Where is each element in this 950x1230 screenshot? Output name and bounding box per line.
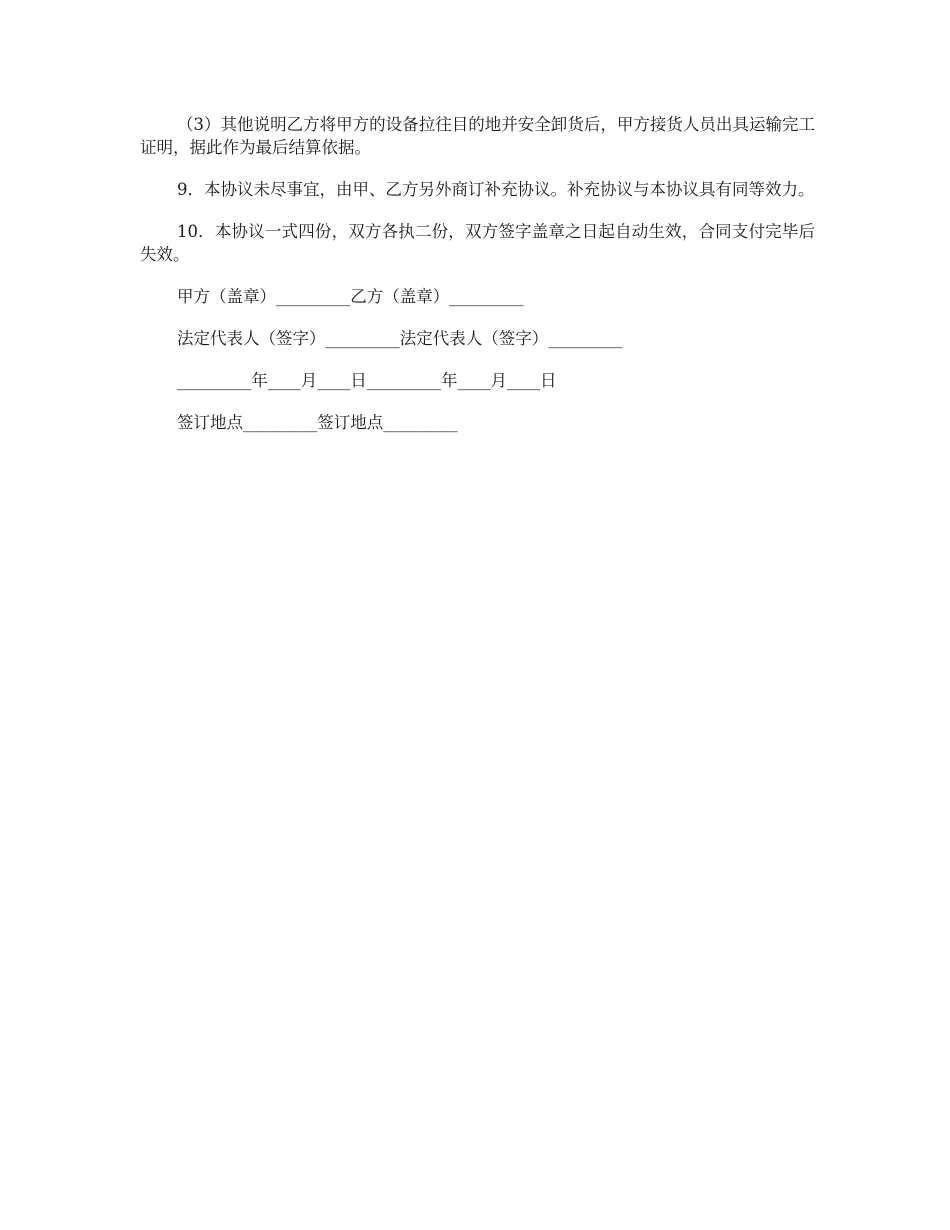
clause-other-notes: （3）其他说明乙方将甲方的设备拉往目的地并安全卸货后，甲方接货人员出具运输完工证明，据此作为最后结算依据。 bbox=[140, 115, 815, 157]
date-line: _________年____月____日_________年____月____日 bbox=[177, 371, 557, 390]
representative-signature-line: 法定代表人（签字）_________法定代表人（签字）_________ bbox=[177, 329, 623, 348]
clause-10: 10．本协议一式四份，双方各执二份，双方签字盖章之日起自动生效，合同支付完毕后失效。 bbox=[140, 222, 815, 264]
document-body bbox=[140, 113, 815, 453]
signing-place-line: 签订地点_________签订地点_________ bbox=[177, 413, 458, 432]
seal-line: 甲方（盖章）_________乙方（盖章）_________ bbox=[177, 287, 524, 306]
clause-9: 9．本协议未尽事宜，由甲、乙方另外商订补充协议。补充协议与本协议具有同等效力。 bbox=[177, 180, 815, 199]
